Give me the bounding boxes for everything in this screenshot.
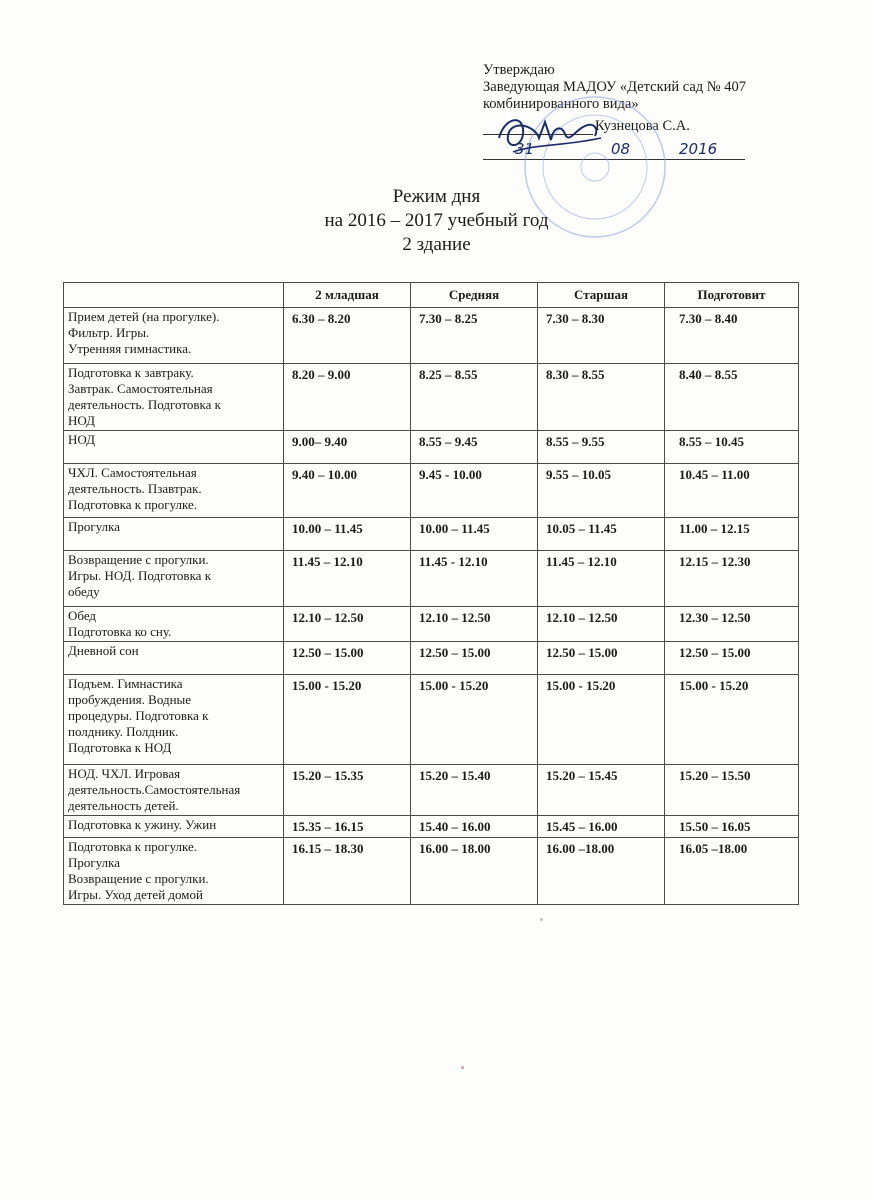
time-cell: 16.00 – 18.00 <box>411 838 538 905</box>
time-cell: 12.50 – 15.00 <box>665 642 799 675</box>
activity-line: НОД <box>68 413 95 428</box>
time-cell: 10.45 – 11.00 <box>665 464 799 518</box>
activity-line: Подготовка к НОД <box>68 740 172 755</box>
time-cell: 11.45 – 12.10 <box>284 551 411 607</box>
time-cell: 9.55 – 10.05 <box>538 464 665 518</box>
table-row <box>64 308 799 364</box>
time-cell: 12.50 – 15.00 <box>284 642 411 675</box>
time-cell: 8.40 – 8.55 <box>665 364 799 431</box>
activity-cell <box>64 607 284 642</box>
title-line-1: Режим дня <box>392 186 481 207</box>
header-group-middle: Средняя <box>411 283 538 308</box>
activity-line: Подготовка к прогулке. <box>68 497 198 512</box>
table-row <box>64 675 799 765</box>
time-cell: 12.50 – 15.00 <box>538 642 665 675</box>
time-cell: 10.05 – 11.45 <box>538 518 665 551</box>
document-title <box>0 185 873 257</box>
time-cell: 9.40 – 10.00 <box>284 464 411 518</box>
time-cell: 16.15 – 18.30 <box>284 838 411 905</box>
time-cell: 12.50 – 15.00 <box>411 642 538 675</box>
activity-line: Утренняя гимнастика. <box>68 341 192 356</box>
header-row <box>64 283 799 308</box>
activity-line: Прием детей (на прогулке). <box>68 309 220 324</box>
activity-cell <box>64 675 284 765</box>
time-cell: 15.20 – 15.35 <box>284 765 411 816</box>
activity-line: деятельность. Подготовка к <box>68 397 221 412</box>
activity-line: Игры. НОД. Подготовка к <box>68 568 212 583</box>
activity-line: деятельность.Самостоятельная <box>68 782 241 797</box>
time-cell: 15.00 - 15.20 <box>538 675 665 765</box>
activity-line: деятельность. Пзавтрак. <box>68 481 202 496</box>
time-cell: 12.10 – 12.50 <box>411 607 538 642</box>
time-cell: 8.55 – 10.45 <box>665 431 799 464</box>
activity-cell <box>64 431 284 464</box>
approval-line-2: Заведующая МАДОУ «Детский сад № 407 <box>483 79 747 95</box>
activity-line: Игры. Уход детей домой <box>68 887 203 902</box>
table-row <box>64 518 799 551</box>
table-row <box>64 551 799 607</box>
time-cell: 9.45 - 10.00 <box>411 464 538 518</box>
time-cell: 15.00 - 15.20 <box>411 675 538 765</box>
date-year: 2016 <box>679 140 718 158</box>
activity-line: Подъем. Гимнастика <box>68 676 183 691</box>
table-row <box>64 607 799 642</box>
time-cell: 12.15 – 12.30 <box>665 551 799 607</box>
activity-line: ЧХЛ. Самостоятельная <box>68 465 197 480</box>
activity-cell <box>64 838 284 905</box>
activity-line: НОД <box>68 432 95 447</box>
activity-line: Завтрак. Самостоятельная <box>68 381 213 396</box>
time-cell: 6.30 – 8.20 <box>284 308 411 364</box>
activity-line: Подготовка к прогулке. <box>68 839 198 854</box>
time-cell: 12.30 – 12.50 <box>665 607 799 642</box>
header-group-junior-2: 2 младшая <box>284 283 411 308</box>
table-row <box>64 816 799 838</box>
time-cell: 8.55 – 9.55 <box>538 431 665 464</box>
title-line-2: на 2016 – 2017 учебный год <box>324 210 549 231</box>
time-cell: 7.30 – 8.40 <box>665 308 799 364</box>
activity-cell <box>64 308 284 364</box>
activity-line: процедуры. Подготовка к <box>68 708 209 723</box>
time-cell: 8.30 – 8.55 <box>538 364 665 431</box>
activity-cell <box>64 642 284 675</box>
title-line-3: 2 здание <box>402 234 471 255</box>
activity-cell <box>64 464 284 518</box>
activity-line: Подготовка к ужину. Ужин <box>68 817 217 832</box>
activity-cell <box>64 551 284 607</box>
time-cell: 15.20 – 15.45 <box>538 765 665 816</box>
handwritten-signature-icon <box>495 108 605 160</box>
time-cell: 15.50 – 16.05 <box>665 816 799 838</box>
time-cell: 10.00 – 11.45 <box>411 518 538 551</box>
time-cell: 11.45 - 12.10 <box>411 551 538 607</box>
activity-cell <box>64 518 284 551</box>
time-cell: 12.10 – 12.50 <box>284 607 411 642</box>
activity-cell <box>64 765 284 816</box>
table-row <box>64 431 799 464</box>
activity-line: пробуждения. Водные <box>68 692 192 707</box>
activity-line: НОД. ЧХЛ. Игровая <box>68 766 181 781</box>
table-row <box>64 765 799 816</box>
signatory-name: Кузнецова С.А. <box>595 118 690 134</box>
time-cell: 16.05 –18.00 <box>665 838 799 905</box>
time-cell: 16.00 –18.00 <box>538 838 665 905</box>
date-month: 08 <box>611 140 631 158</box>
activity-line: Дневной сон <box>68 643 139 658</box>
time-cell: 15.00 - 15.20 <box>284 675 411 765</box>
table-row <box>64 364 799 431</box>
time-cell: 8.20 – 9.00 <box>284 364 411 431</box>
activity-line: Возвращение с прогулки. <box>68 552 209 567</box>
schedule-table <box>63 282 799 905</box>
time-cell: 7.30 – 8.25 <box>411 308 538 364</box>
time-cell: 8.25 – 8.55 <box>411 364 538 431</box>
table-row <box>64 464 799 518</box>
time-cell: 15.35 – 16.15 <box>284 816 411 838</box>
approval-line-1: Утверждаю <box>483 62 555 78</box>
time-cell: 10.00 – 11.45 <box>284 518 411 551</box>
table-row <box>64 838 799 905</box>
time-cell: 15.40 – 16.00 <box>411 816 538 838</box>
activity-line: деятельность детей. <box>68 798 179 813</box>
approval-line-3: комбинированного вида» <box>483 96 639 112</box>
table-row <box>64 642 799 675</box>
time-cell: 12.10 – 12.50 <box>538 607 665 642</box>
activity-line: Обед <box>68 608 97 623</box>
time-cell: 9.00– 9.40 <box>284 431 411 464</box>
activity-line: Прогулка <box>68 855 121 870</box>
activity-cell <box>64 816 284 838</box>
activity-line: обеду <box>68 584 100 599</box>
activity-line: Фильтр. Игры. <box>68 325 150 340</box>
time-cell: 15.00 - 15.20 <box>665 675 799 765</box>
schedule-body <box>64 308 799 905</box>
activity-line: Подготовка к завтраку. <box>68 365 194 380</box>
activity-line: Подготовка ко сну. <box>68 624 172 639</box>
header-group-preparatory: Подготовит <box>665 283 799 308</box>
header-group-senior: Старшая <box>538 283 665 308</box>
activity-line: Возвращение с прогулки. <box>68 871 209 886</box>
time-cell: 7.30 – 8.30 <box>538 308 665 364</box>
time-cell: 15.20 – 15.50 <box>665 765 799 816</box>
paper-speck <box>461 1066 464 1069</box>
header-activity <box>64 283 284 308</box>
time-cell: 11.00 – 12.15 <box>665 518 799 551</box>
paper-speck <box>540 918 543 921</box>
date-day: 31 <box>515 140 535 158</box>
activity-cell <box>64 364 284 431</box>
time-cell: 8.55 – 9.45 <box>411 431 538 464</box>
time-cell: 15.45 – 16.00 <box>538 816 665 838</box>
activity-line: полднику. Полдник. <box>68 724 179 739</box>
time-cell: 15.20 – 15.40 <box>411 765 538 816</box>
time-cell: 11.45 – 12.10 <box>538 551 665 607</box>
activity-line: Прогулка <box>68 519 121 534</box>
